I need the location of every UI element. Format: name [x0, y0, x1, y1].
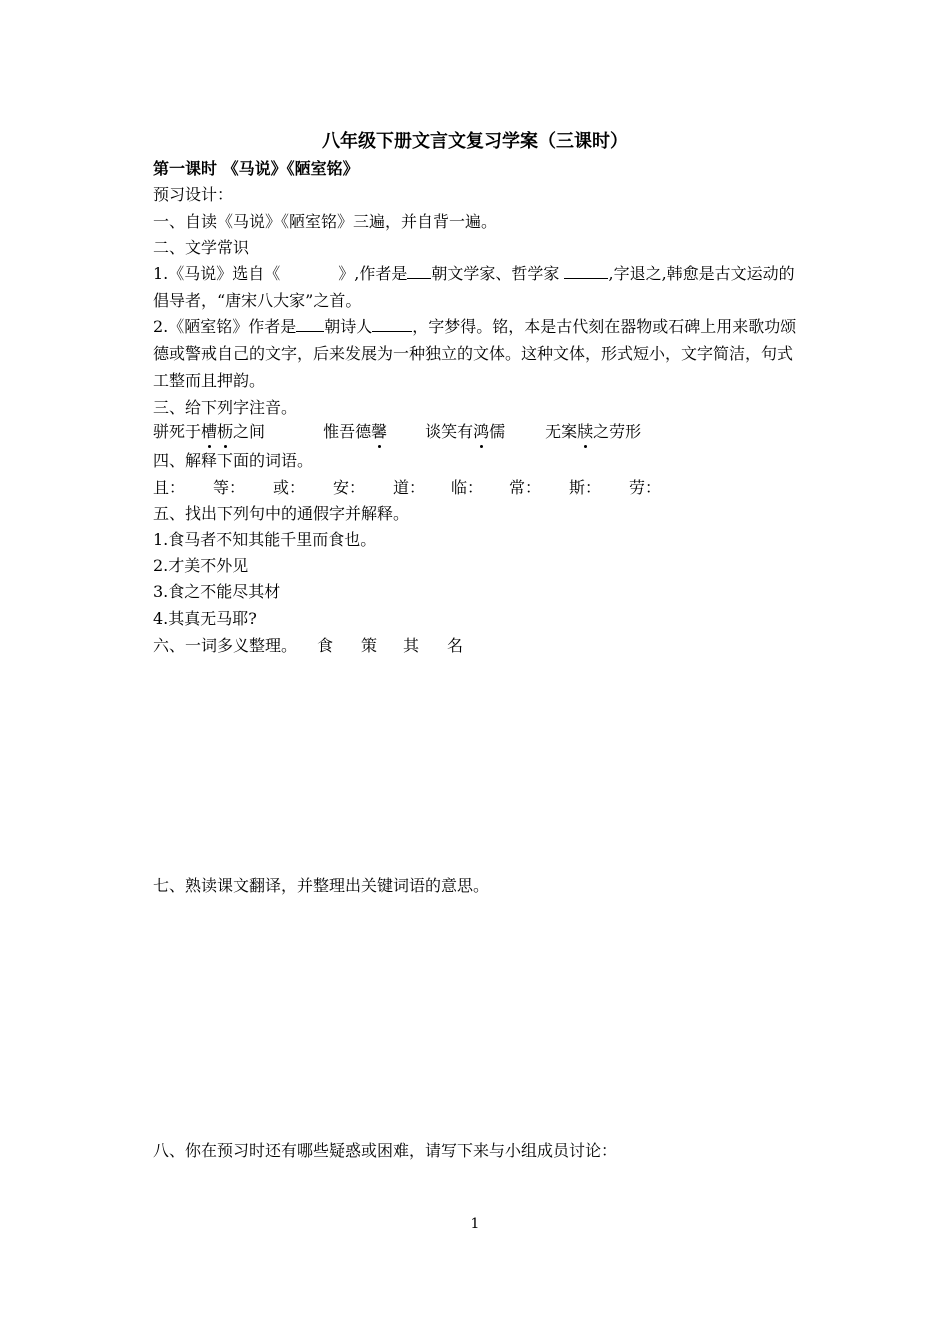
word-item: 或：: [273, 478, 306, 497]
prep-design-label: 预习设计：: [153, 185, 234, 204]
page-number: 1: [470, 1216, 480, 1232]
phonetic-item-4: [545, 422, 641, 441]
sentence-2: 2.才美不外见: [153, 556, 249, 575]
phonetic-text: 无案: [545, 422, 578, 441]
section-3-heading: 三、给下列字注音。: [153, 398, 298, 417]
section-6-label: 六、一词多义整理。: [153, 636, 298, 655]
lesson-heading: 第一课时 《马说》《陋室铭》: [153, 159, 359, 178]
sentence-1: 1.食马者不知其能千里而食也。: [153, 530, 377, 549]
phonetic-target-char: 馨: [371, 422, 388, 441]
phonetic-target-char: 鸿: [473, 422, 490, 441]
phonetic-text: 之间: [233, 422, 266, 441]
phonetic-item-1: [153, 422, 265, 441]
phonetic-text: 之劳形: [593, 422, 642, 441]
section-7-heading: 七、熟读课文翻译，并整理出关键词语的意思。: [153, 876, 490, 895]
polysemy-word: 食: [317, 636, 334, 655]
q1-text-d: ,字退之,韩愈是古文运动的倡导者，“唐宋八大家”之首。: [153, 264, 795, 310]
sentence-4: 4.其真无马耶?: [153, 609, 257, 628]
phonetic-items: [153, 422, 641, 442]
q2-blank-dynasty: [296, 315, 324, 332]
question-2: [153, 313, 801, 394]
phonetic-target-char: 槽: [201, 422, 218, 441]
word-item: 常：: [509, 478, 542, 497]
polysemy-word: 策: [361, 636, 378, 655]
word-item: 且：: [153, 478, 186, 497]
section-2-heading: 二、文学常识: [153, 238, 250, 257]
word-item: 等：: [213, 478, 246, 497]
section-1: 一、自读《马说》《陋室铭》三遍，并自背一遍。: [153, 212, 498, 231]
polysemy-word: 其: [403, 636, 420, 655]
phonetic-text: 儒: [489, 422, 506, 441]
word-item: 临：: [451, 478, 484, 497]
section-6-heading: [153, 636, 477, 656]
word-item: 斯：: [569, 478, 602, 497]
word-item: 安：: [333, 478, 366, 497]
section-5-heading: 五、找出下列句中的通假字并解释。: [153, 504, 410, 523]
q2-text-a: 2.《陋室铭》作者是: [153, 317, 297, 336]
q1-text-b: 》,作者是: [338, 264, 408, 283]
phonetic-item-3: [425, 422, 505, 441]
sentence-3: 3.食之不能尽其材: [153, 582, 281, 601]
word-item: 劳：: [629, 478, 662, 497]
phonetic-text: 谈笑有: [425, 422, 474, 441]
word-list: [153, 478, 669, 498]
q1-text-c: 朝文学家、哲学家: [431, 264, 560, 283]
q1-text-a: 1.《马说》选自《: [153, 264, 281, 283]
q2-blank-poet: [372, 315, 412, 332]
word-item: 道：: [393, 478, 426, 497]
q2-text-c: ，字梦得。铭，本是古代刻在器物或石碑上用来歌功颂德或警戒自己的文字，后来发展为一种独立的文体。这种文体，形式短小，文字简洁，句式工整而且押韵。: [153, 317, 797, 390]
phonetic-target-char: 牍: [577, 422, 594, 441]
q1-blank-dynasty: [407, 262, 431, 279]
polysemy-word: 名: [447, 636, 464, 655]
q1-blank-author: [564, 262, 608, 279]
phonetic-item-2: [323, 422, 387, 441]
phonetic-target-char: 枥: [217, 422, 234, 441]
q2-text-b: 朝诗人: [324, 317, 373, 336]
section-4-heading: 四、解释下面的词语。: [153, 451, 314, 470]
question-1: [153, 260, 801, 314]
phonetic-text: 惟吾德: [323, 422, 372, 441]
document-title: 八年级下册文言文复习学案（三课时）: [322, 131, 628, 152]
phonetic-text: 骈死于: [153, 422, 202, 441]
section-8-heading: 八、你在预习时还有哪些疑惑或困难，请写下来与小组成员讨论：: [153, 1141, 618, 1160]
